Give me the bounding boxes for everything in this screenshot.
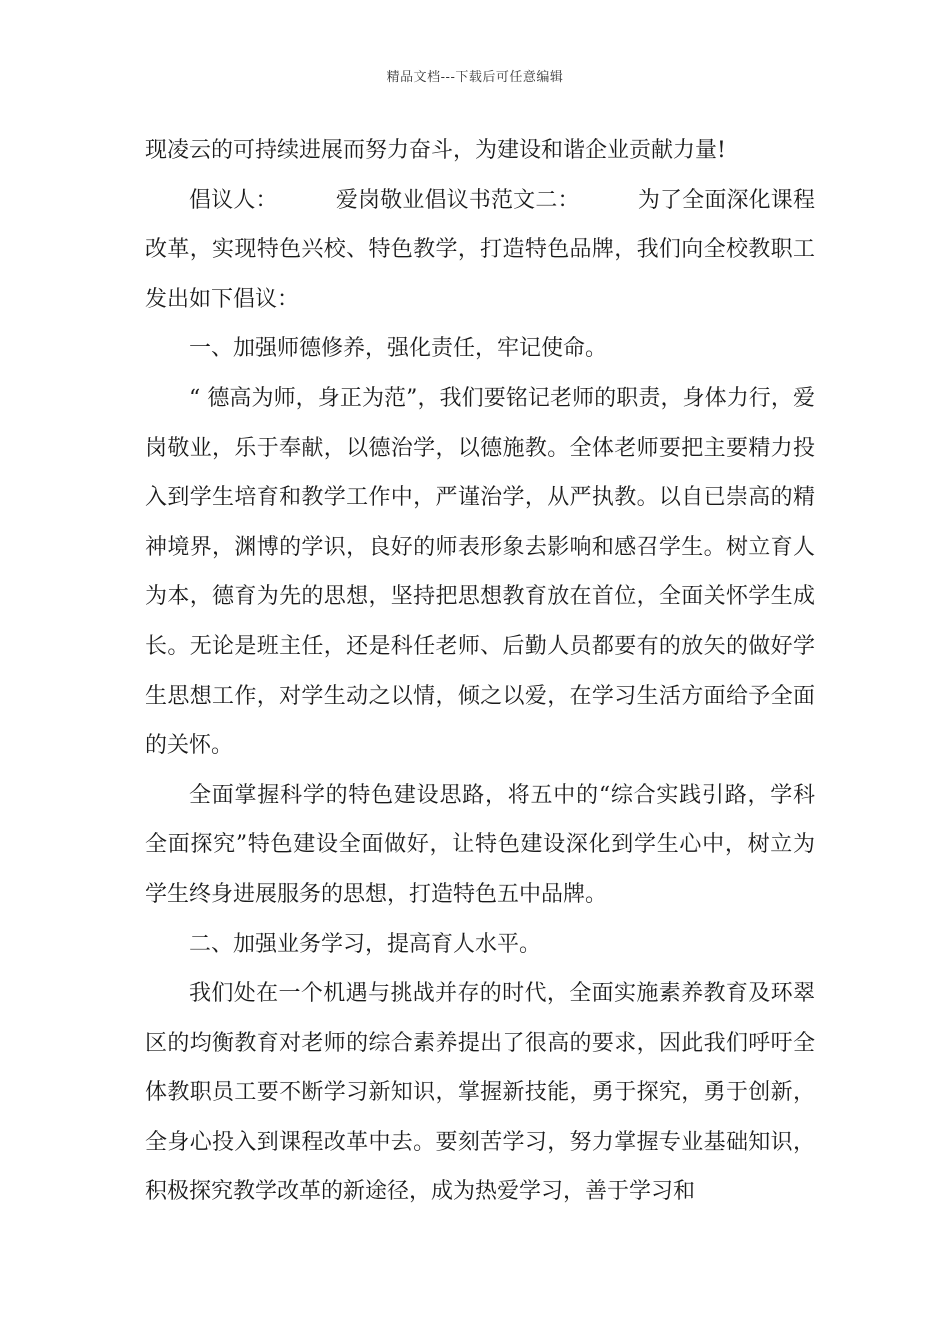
paragraph-ethics: “ 德高为师，身正为范”，我们要铭记老师的职责，身体力行，爱岗敬业，乐于奉献，以德治学，以德施教。全体老师要把主要精力投入到学生培育和教学工作中，严谨治学，从严执教。以自已崇高的精神境界，渊博的学识，良好的师表形象去影响和感召学生。树立育人为本，德育为先的思想，坚持把思想教育放在首位，全面关怀学生成长。无论是班主任，还是科任老师、后勤人员都要有的放矢的做好学生思想工作，对学生动之以情，倾之以爱，在学习生活方面给予全面的关怀。 xyxy=(145,385,815,759)
paragraph-characteristics: 全面掌握科学的特色建设思路，将五中的“综合实践引路，学科全面探究”特色建设全面做好，让特色建设深化到学生心中，树立为学生终身进展服务的思想，打造特色五中品牌。 xyxy=(145,782,815,907)
paragraph-continuation: 现凌云的可持续进展而努力奋斗，为建设和谐企业贡献力量! xyxy=(145,138,726,163)
paragraph-learning: 我们处在一个机遇与挑战并存的时代，全面实施素养教育及环翠区的均衡教育对老师的综合素养提出了很高的要求，因此我们呼吁全体教职员工要不断学习新知识，掌握新技能，勇于探究，勇于创新，全身心投入到课程改革中去。要刻苦学习，努力掌握专业基础知识，积极探究教学改革的新途径，成为热爱学习，善于学习和 xyxy=(145,981,815,1205)
paragraph-initiator xyxy=(145,176,815,325)
document-body xyxy=(145,126,815,1217)
initiator-label: 倡议人： xyxy=(189,187,278,213)
section-heading-1: 一、加强师德修养，强化责任，牢记使命。 xyxy=(189,336,608,362)
initiative-intro: 为了全面深化课程改革，实现特色兴校、特色教学，打造特色品牌，我们向全校教职工发出如下倡议： xyxy=(145,187,815,312)
sample-title: 爱岗敬业倡议书范文二： xyxy=(335,187,580,213)
section-heading-2: 二、加强业务学习，提高育人水平。 xyxy=(189,931,542,957)
page-header: 精品文档---下载后可任意编辑 xyxy=(386,70,564,85)
